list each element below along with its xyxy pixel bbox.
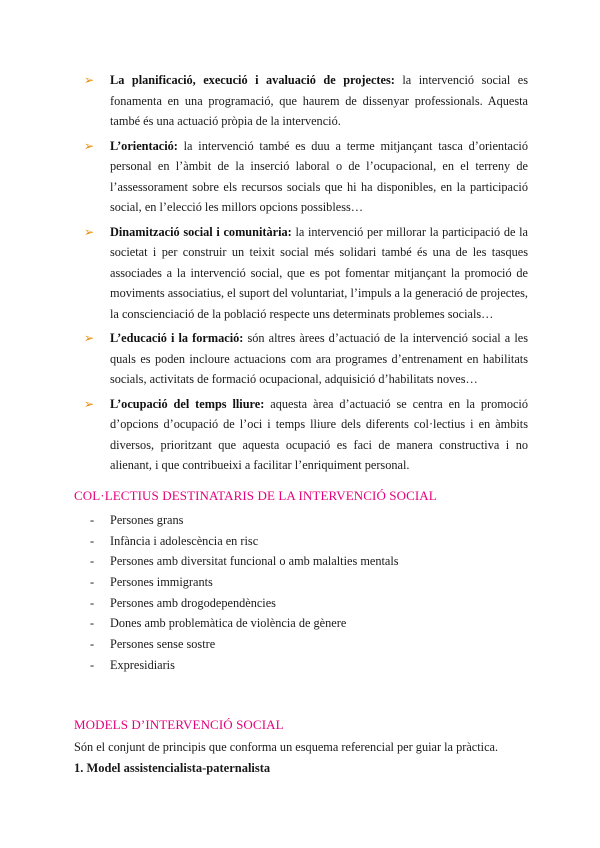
dash-bullet: - bbox=[90, 637, 95, 652]
area-text: aquesta àrea d’actuació se centra en la promoció d’opcions d’ocupació de l’oci i temps lliure dels diferents col·lectius i en àmbits diversos, prioritzant que aquesta ocupació es faci de manera constructiva i no alienant, i que contribueixi a facilitar l’enriquiment personal. bbox=[110, 396, 528, 472]
area-text: són altres àrees d’actuació de la intervenció social a les quals es poden incloure actuacions com ara programes d’entrenament en habilitats socials, activitats de formació ocupacional, adquisició d’habilitats noves… bbox=[110, 331, 528, 386]
collective-item bbox=[90, 593, 399, 614]
area-item bbox=[84, 222, 528, 325]
area-item bbox=[84, 70, 528, 132]
collective-label: Persones immigrants bbox=[110, 575, 213, 590]
models-heading: MODELS D’INTERVENCIÓ SOCIAL bbox=[74, 717, 284, 732]
collective-item bbox=[90, 531, 399, 552]
collective-item bbox=[90, 551, 399, 572]
dash-bullet: - bbox=[90, 657, 95, 672]
area-text: la intervenció també es duu a terme mitjançant tasca d’orientació personal en l’àmbit de la inserció laboral o de l’ocupacional, en el terreny de l’assessorament sobre els recursos socials que hi ha disponibles, en la participació social, en l’elecció les millors opcions possibless… bbox=[110, 138, 528, 214]
collective-item bbox=[90, 655, 399, 676]
collective-label: Persones sense sostre bbox=[110, 637, 216, 652]
area-title: L’ocupació del temps lliure: bbox=[110, 396, 271, 411]
arrow-bullet-icon: ➢ bbox=[84, 73, 95, 87]
collectives-heading: COL·LECTIUS DESTINATARIS DE LA INTERVENCIÓ SOCIAL bbox=[74, 488, 437, 503]
collective-label: Persones grans bbox=[110, 513, 184, 527]
dash-bullet: - bbox=[90, 533, 95, 548]
arrow-bullet-icon: ➢ bbox=[84, 224, 95, 239]
area-text: la intervenció social es fonamenta en una programació, que haurem de dissenyar professionals. Aquesta també és una actuació pròpia de la intervenció. bbox=[110, 73, 528, 128]
collective-item bbox=[90, 510, 399, 531]
area-text: la intervenció per millorar la participació de la societat i per construir un teixit social més solidari també és una de les tasques associades a la intervenció social, que es pot fomentar mitjançant la promoció de moviments associatius, el suport del voluntariat, l’impuls a la generació de projectes, la conscienciació de la població respecte uns determinats problemes socials… bbox=[110, 224, 528, 321]
area-title: La planificació, execució i avaluació de projectes: bbox=[110, 73, 403, 87]
collective-label: Expresidiaris bbox=[110, 657, 175, 672]
model-subheading: 1. Model assistencialista-paternalista bbox=[74, 761, 271, 775]
dash-bullet: - bbox=[90, 616, 95, 631]
collective-item bbox=[90, 634, 399, 655]
area-title: L’orientació: bbox=[110, 138, 184, 153]
collective-label: Persones amb diversitat funcional o amb malalties mentals bbox=[110, 554, 399, 569]
collective-item bbox=[90, 613, 399, 634]
collective-label: Infància i adolescència en risc bbox=[110, 533, 259, 548]
dash-bullet: - bbox=[90, 595, 95, 610]
collective-label: Persones amb drogodependències bbox=[110, 595, 276, 610]
arrow-bullet-icon: ➢ bbox=[84, 331, 95, 345]
arrow-bullet-icon: ➢ bbox=[84, 396, 95, 411]
area-title: L’educació i la formació: bbox=[110, 331, 248, 345]
models-intro: Són el conjunt de principis que conforma un esquema referencial per guiar la pràctica. bbox=[74, 740, 499, 754]
intervention-areas-list bbox=[84, 70, 528, 480]
area-title: Dinamització social i comunitària: bbox=[110, 224, 296, 239]
dash-bullet: - bbox=[90, 575, 95, 590]
dash-bullet: - bbox=[90, 513, 95, 527]
area-item bbox=[84, 328, 528, 390]
collective-label: Dones amb problemàtica de violència de gènere bbox=[110, 616, 347, 631]
collectives-list bbox=[90, 510, 399, 676]
area-item bbox=[84, 394, 528, 476]
dash-bullet: - bbox=[90, 554, 95, 569]
collective-item bbox=[90, 572, 399, 593]
arrow-bullet-icon: ➢ bbox=[84, 138, 95, 153]
area-item bbox=[84, 136, 528, 218]
